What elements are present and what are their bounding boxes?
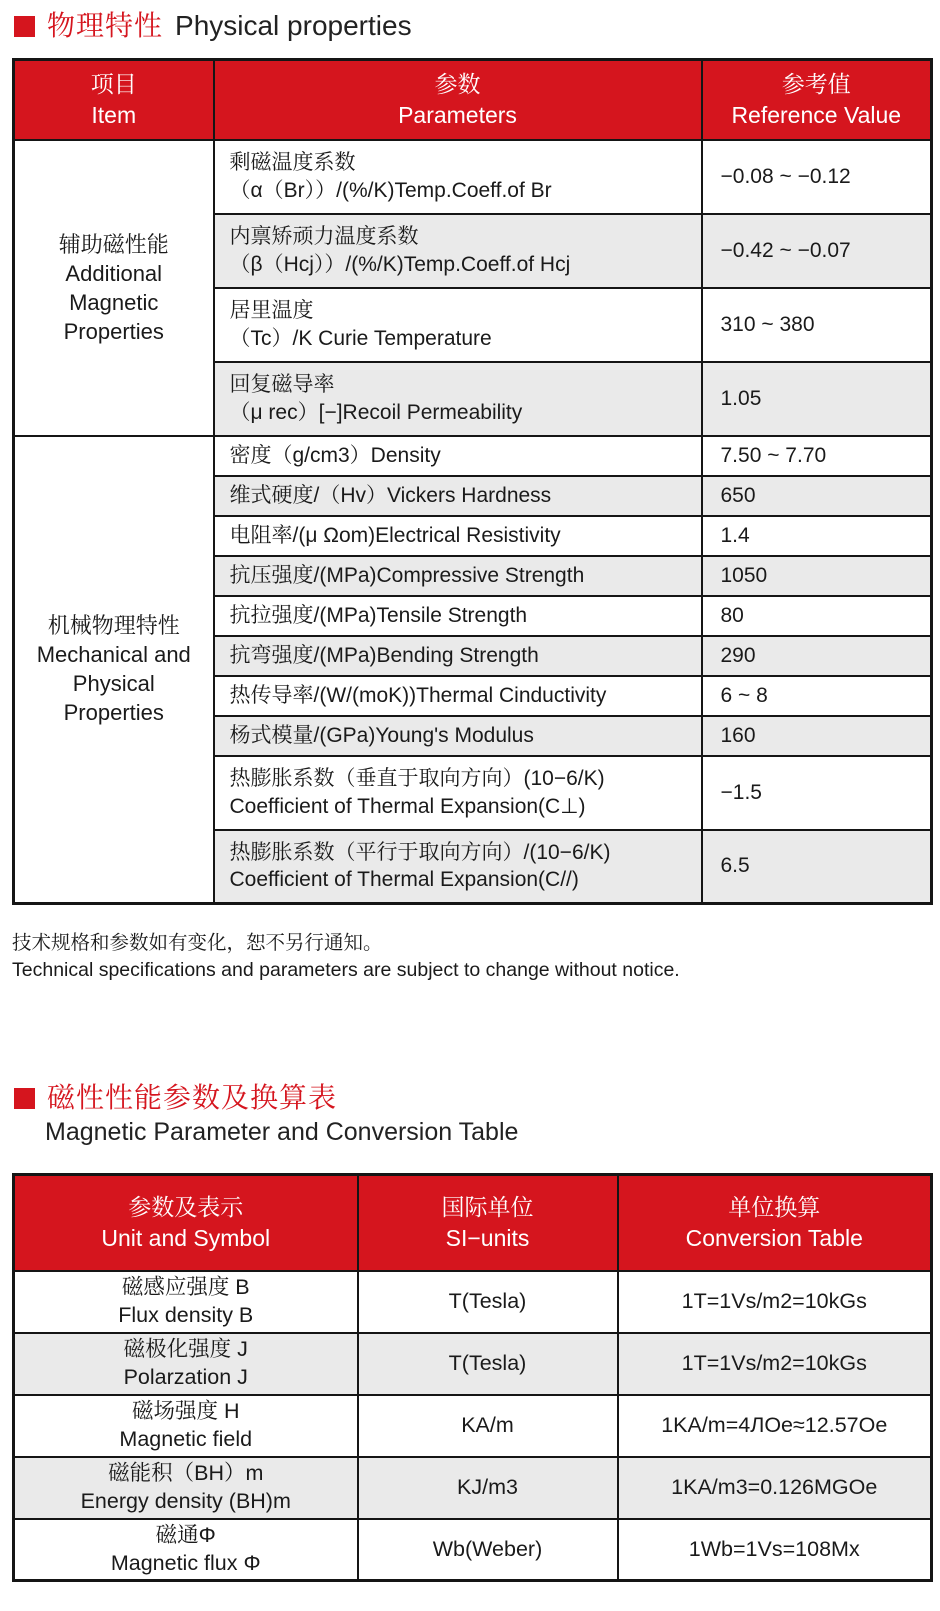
col-header-conversion-en: Conversion Table — [685, 1225, 863, 1252]
table-row — [14, 1457, 932, 1519]
unit-en: Magnetic field — [119, 1426, 253, 1451]
conversion-cell: 1KA/m=4ЛOe≈12.57Oe — [618, 1395, 932, 1457]
value-cell: 6.5 — [702, 830, 932, 904]
si-unit-cell: T(Tesla) — [358, 1271, 618, 1333]
param-cell: 热传导率/(W/(moK))Thermal Cinductivity — [214, 676, 702, 716]
section-title-zh: 磁性性能参数及换算表 — [47, 1082, 338, 1114]
group-label-zh: 机械物理特性 — [47, 613, 180, 639]
col-header-reference-en: Reference Value — [731, 101, 902, 128]
col-header-si-units — [358, 1175, 618, 1271]
value-cell: 1050 — [702, 556, 932, 596]
value-cell: −0.08 ~ −0.12 — [702, 140, 932, 214]
notice-en: Technical specifications and parameters are subject to change without notice. — [12, 959, 680, 982]
si-unit-cell: KJ/m3 — [358, 1457, 618, 1519]
param-cell: 杨式模量/(GPa)Young's Modulus — [214, 716, 702, 756]
table-row — [14, 1333, 932, 1395]
conversion-table — [12, 1173, 933, 1582]
col-header-item-zh: 项目 — [90, 70, 137, 97]
param-cell: 抗压强度/(MPa)Compressive Strength — [214, 556, 702, 596]
value-cell: 1.4 — [702, 516, 932, 556]
unit-zh: 磁极化强度 J — [123, 1337, 248, 1362]
unit-zh: 磁能积（BH）m — [108, 1461, 264, 1486]
group-label-en: Mechanical and Physical Properties — [36, 642, 191, 726]
param-zh: 回复磁导率 — [229, 372, 335, 396]
conversion-cell: 1T=1Vs/m2=10kGs — [618, 1271, 932, 1333]
conversion-cell: 1T=1Vs/m2=10kGs — [618, 1333, 932, 1395]
table-row — [14, 1271, 932, 1333]
unit-cell — [14, 1457, 358, 1519]
param-cell: 抗弯强度/(MPa)Bending Strength — [214, 636, 702, 676]
param-cell — [214, 362, 702, 436]
col-header-si-en: SI−units — [445, 1225, 530, 1252]
col-header-parameters-en: Parameters — [398, 101, 517, 128]
param-cell: 维式硬度/（Hv）Vickers Hardness — [214, 476, 702, 516]
unit-cell — [14, 1395, 358, 1457]
value-cell: 6 ~ 8 — [702, 676, 932, 716]
si-unit-cell: T(Tesla) — [358, 1333, 618, 1395]
col-header-parameters — [214, 60, 702, 140]
section-title-en: Magnetic Parameter and Conversion Table — [45, 1118, 519, 1147]
table-header-row — [14, 1175, 932, 1271]
unit-en: Magnetic flux Φ — [110, 1550, 261, 1575]
param-cell — [214, 288, 702, 362]
col-header-item-en: Item — [91, 101, 137, 128]
param-en: （Tc）/K Curie Temperature — [229, 326, 492, 350]
notice-zh: 技术规格和参数如有变化，恕不另行通知。 — [12, 932, 383, 955]
magnetic-parameter-section-title — [14, 1082, 940, 1114]
unit-cell — [14, 1333, 358, 1395]
group-label-en: Additional Magnetic Properties — [63, 260, 164, 344]
param-en: Coefficient of Thermal Expansion(C//) — [229, 868, 579, 892]
col-header-unit-symbol — [14, 1175, 358, 1271]
param-cell: 密度（g/cm3）Density — [214, 436, 702, 476]
section-title-zh: 物理特性 — [47, 10, 164, 41]
table-row — [14, 1395, 932, 1457]
value-cell: 310 ~ 380 — [702, 288, 932, 362]
value-cell: −1.5 — [702, 756, 932, 830]
group-label-cell-additional-magnetic — [14, 140, 214, 436]
param-zh: 热膨胀系数（垂直于取向方向）(10−6/K) — [229, 766, 605, 790]
col-header-reference-zh: 参考值 — [781, 70, 851, 97]
value-cell: −0.42 ~ −0.07 — [702, 214, 932, 288]
table-row — [14, 140, 932, 214]
param-zh: 内禀矫顽力温度系数 — [229, 224, 419, 248]
param-en: （μ rec）[−]Recoil Permeability — [229, 400, 523, 424]
param-en: （β（Hcj））/(%/K)Temp.Coeff.of Hcj — [229, 252, 571, 276]
red-square-bullet-icon — [14, 16, 35, 37]
section-title-en: Physical properties — [175, 10, 412, 41]
param-zh: 热膨胀系数（平行于取向方向）/(10−6/K) — [229, 840, 611, 864]
table-header-row — [14, 60, 932, 140]
param-cell — [214, 756, 702, 830]
col-header-unit-en: Unit and Symbol — [101, 1225, 271, 1252]
param-cell — [214, 830, 702, 904]
param-zh: 居里温度 — [229, 298, 314, 322]
col-header-parameters-zh: 参数 — [434, 70, 481, 97]
unit-cell — [14, 1271, 358, 1333]
param-zh: 剩磁温度系数 — [229, 150, 356, 174]
param-cell — [214, 214, 702, 288]
si-unit-cell: KA/m — [358, 1395, 618, 1457]
unit-en: Flux density B — [118, 1302, 254, 1327]
value-cell: 1.05 — [702, 362, 932, 436]
col-header-si-zh: 国际单位 — [441, 1194, 534, 1221]
param-cell: 电阻率/(μ Ωom)Electrical Resistivity — [214, 516, 702, 556]
param-cell: 抗拉强度/(MPa)Tensile Strength — [214, 596, 702, 636]
red-square-bullet-icon — [14, 1088, 35, 1109]
conversion-cell: 1KA/m3=0.126MGOe — [618, 1457, 932, 1519]
param-cell — [214, 140, 702, 214]
value-cell: 80 — [702, 596, 932, 636]
physical-properties-table — [12, 58, 933, 905]
table-row — [14, 1519, 932, 1581]
group-label-cell-mechanical-physical — [14, 436, 214, 904]
col-header-reference — [702, 60, 932, 140]
unit-zh: 磁感应强度 B — [121, 1275, 250, 1300]
conversion-cell: 1Wb=1Vs=108Mx — [618, 1519, 932, 1581]
si-unit-cell: Wb(Weber) — [358, 1519, 618, 1581]
unit-zh: 磁场强度 H — [131, 1399, 240, 1424]
physical-properties-section-title — [14, 10, 940, 42]
table-row — [14, 436, 932, 476]
unit-cell — [14, 1519, 358, 1581]
value-cell: 7.50 ~ 7.70 — [702, 436, 932, 476]
group-label-zh: 辅助磁性能 — [58, 231, 169, 257]
col-header-item — [14, 60, 214, 140]
unit-en: Energy density (BH)m — [80, 1488, 291, 1513]
col-header-conversion — [618, 1175, 932, 1271]
value-cell: 160 — [702, 716, 932, 756]
col-header-unit-zh: 参数及表示 — [128, 1194, 244, 1221]
value-cell: 650 — [702, 476, 932, 516]
unit-en: Polarzation J — [123, 1364, 248, 1389]
param-en: （α（Br））/(%/K)Temp.Coeff.of Br — [229, 178, 552, 202]
col-header-conversion-zh: 单位换算 — [728, 1194, 821, 1221]
param-en: Coefficient of Thermal Expansion(C⊥) — [229, 794, 586, 818]
unit-zh: 磁通Φ — [155, 1523, 216, 1548]
value-cell: 290 — [702, 636, 932, 676]
